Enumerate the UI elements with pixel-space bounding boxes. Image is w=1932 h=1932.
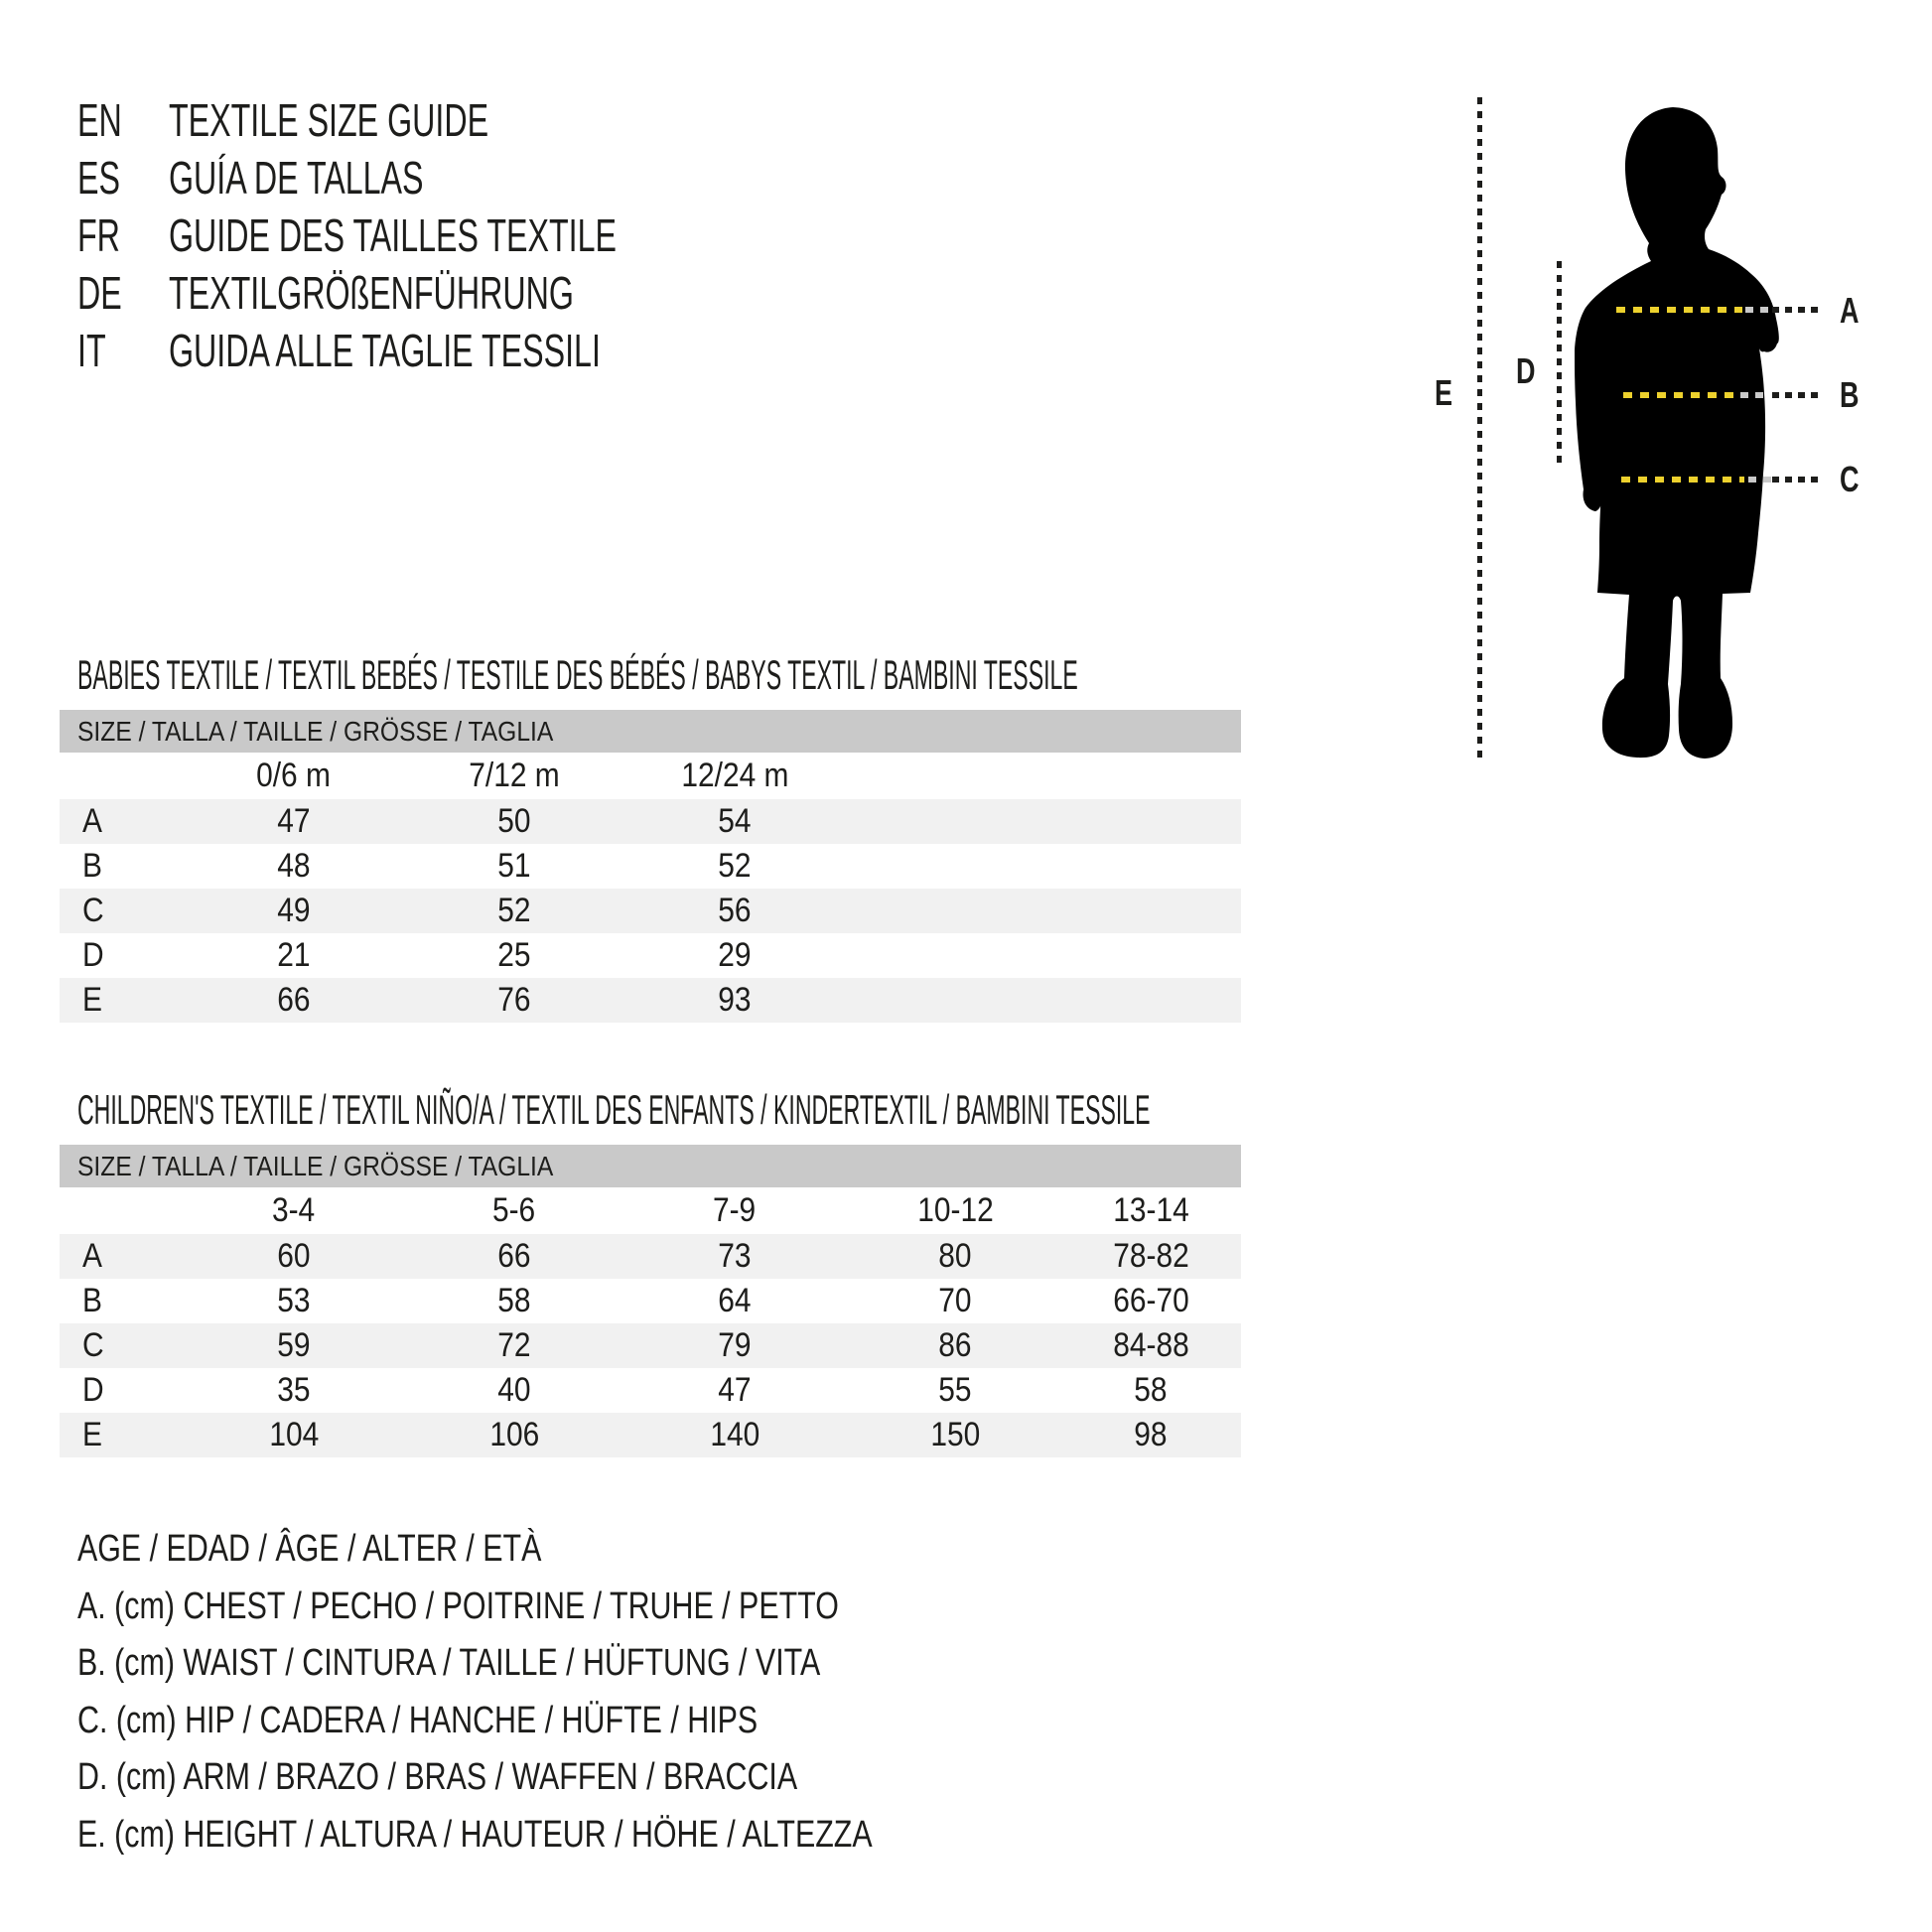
filler-cell xyxy=(1236,1368,1241,1413)
table-cell: 48 xyxy=(277,847,311,885)
table-cell: 51 xyxy=(497,847,531,885)
legend-line-arm: D. (cm) ARM / BRAZO / BRAS / WAFFEN / BRACCIA xyxy=(77,1756,798,1798)
chest-dash-fade xyxy=(1745,307,1769,313)
column-header: 3-4 xyxy=(272,1191,316,1229)
table-cell: 35 xyxy=(277,1371,311,1409)
column-header: 5-6 xyxy=(492,1191,536,1229)
table-row-E xyxy=(60,978,1241,1023)
table-cell: 54 xyxy=(718,802,752,840)
table-cell: 78-82 xyxy=(1112,1237,1189,1275)
label-arm-D: D xyxy=(1516,350,1536,391)
language-code: FR xyxy=(77,209,120,261)
child-silhouette xyxy=(1572,104,1785,764)
filler-cell xyxy=(1236,1234,1241,1279)
column-header: 7-9 xyxy=(713,1191,757,1229)
filler-cell xyxy=(845,844,1241,889)
children-section-heading: CHILDREN'S TEXTILE / TEXTIL NIÑO/A / TEXTIL DES ENFANTS / KINDERTEXTIL / BAMBINI TESSILE xyxy=(77,1086,1151,1133)
table-cell: 52 xyxy=(718,847,752,885)
table-cell: 29 xyxy=(718,936,752,974)
row-label: B xyxy=(82,1282,102,1319)
row-label: A xyxy=(82,802,102,840)
measurement-legend xyxy=(77,1521,1071,1863)
label-waist-B: B xyxy=(1840,374,1860,415)
language-code: IT xyxy=(77,325,106,376)
guide-title-it: GUIDA ALLE TAGLIE TESSILI xyxy=(169,325,601,376)
table-cell: 84-88 xyxy=(1112,1326,1189,1364)
filler-cell xyxy=(845,889,1241,933)
babies-section-heading: BABIES TEXTILE / TEXTIL BEBÉS / TESTILE DES BÉBÉS / BABYS TEXTIL / BAMBINI TESSILE xyxy=(77,651,1078,698)
hip-dash-fade xyxy=(1748,477,1772,483)
language-row-de xyxy=(77,264,808,322)
table-cell: 70 xyxy=(938,1282,972,1319)
table-cell: 79 xyxy=(718,1326,752,1364)
table-cell: 72 xyxy=(497,1326,531,1364)
table-cell: 47 xyxy=(277,802,311,840)
table-cell: 59 xyxy=(277,1326,311,1364)
table-row-C xyxy=(60,1323,1241,1368)
filler-cell xyxy=(845,978,1241,1023)
table-row-B xyxy=(60,844,1241,889)
column-header: 12/24 m xyxy=(680,757,789,794)
child-measurement-figure xyxy=(1430,69,1932,774)
table-row-A xyxy=(60,1234,1241,1279)
row-label: C xyxy=(82,892,104,929)
table-row-D xyxy=(60,1368,1241,1413)
table-cell: 66 xyxy=(277,981,311,1019)
table-cell: 50 xyxy=(497,802,531,840)
guide-title-es: GUÍA DE TALLAS xyxy=(169,152,424,204)
row-label: E xyxy=(82,1416,102,1453)
language-title-list xyxy=(77,91,808,379)
table-cell: 25 xyxy=(497,936,531,974)
corner-cell xyxy=(60,753,184,799)
children-column-headers xyxy=(60,1187,1241,1234)
children-size-header-bar: SIZE / TALLA / TAILLE / GRÖSSE / TAGLIA xyxy=(60,1145,1241,1187)
legend-line-chest: A. (cm) CHEST / PECHO / POITRINE / TRUHE / PETTO xyxy=(77,1585,839,1627)
legend-line-hip: C. (cm) HIP / CADERA / HANCHE / HÜFTE / HIPS xyxy=(77,1699,759,1741)
language-row-en xyxy=(77,91,808,149)
label-chest-A: A xyxy=(1840,290,1860,331)
language-row-fr xyxy=(77,207,808,264)
table-cell: 58 xyxy=(497,1282,531,1319)
guide-title-de: TEXTILGRÖßENFÜHRUNG xyxy=(169,267,574,319)
filler-cell xyxy=(1236,1187,1241,1234)
column-header: 0/6 m xyxy=(256,757,332,794)
table-cell: 98 xyxy=(1134,1416,1168,1453)
table-cell: 49 xyxy=(277,892,311,929)
column-header: 10-12 xyxy=(916,1191,994,1229)
waist-dash-black xyxy=(1772,392,1822,398)
label-hip-C: C xyxy=(1840,459,1860,499)
filler-cell xyxy=(845,933,1241,978)
table-row-D xyxy=(60,933,1241,978)
babies-size-table-section xyxy=(60,640,1241,1023)
chest-dash-yellow xyxy=(1616,307,1742,313)
corner-cell xyxy=(60,1187,184,1234)
arm-measure-line-D xyxy=(1557,261,1562,469)
height-measure-line-E xyxy=(1477,97,1482,764)
table-cell: 21 xyxy=(277,936,311,974)
table-cell: 58 xyxy=(1134,1371,1168,1409)
hip-dash-yellow xyxy=(1621,477,1744,483)
row-label: A xyxy=(82,1237,102,1275)
hip-dash-black xyxy=(1772,477,1822,483)
table-cell: 104 xyxy=(269,1416,319,1453)
waist-dash-yellow xyxy=(1623,392,1734,398)
chest-dash-black xyxy=(1772,307,1822,313)
language-code: EN xyxy=(77,94,122,146)
table-cell: 53 xyxy=(277,1282,311,1319)
table-cell: 56 xyxy=(718,892,752,929)
guide-title-fr: GUIDE DES TAILLES TEXTILE xyxy=(169,209,617,261)
table-row-C xyxy=(60,889,1241,933)
language-row-it xyxy=(77,322,808,379)
language-code: DE xyxy=(77,267,122,319)
row-label: C xyxy=(82,1326,104,1364)
table-cell: 66-70 xyxy=(1112,1282,1189,1319)
children-size-table-section xyxy=(60,1075,1241,1457)
row-label: D xyxy=(82,1371,104,1409)
filler-cell xyxy=(1236,1413,1241,1457)
row-label: B xyxy=(82,847,102,885)
row-label: E xyxy=(82,981,102,1019)
column-header: 13-14 xyxy=(1112,1191,1189,1229)
table-cell: 93 xyxy=(718,981,752,1019)
waist-dash-fade xyxy=(1740,392,1766,398)
table-cell: 40 xyxy=(497,1371,531,1409)
table-row-B xyxy=(60,1279,1241,1323)
waist-measure-line-B xyxy=(1623,392,1822,398)
table-cell: 76 xyxy=(497,981,531,1019)
label-height-E: E xyxy=(1435,372,1453,413)
filler-cell xyxy=(1236,1279,1241,1323)
hip-measure-line-C xyxy=(1621,477,1822,483)
filler-cell xyxy=(1236,1323,1241,1368)
table-cell: 86 xyxy=(938,1326,972,1364)
legend-line-waist: B. (cm) WAIST / CINTURA / TAILLE / HÜFTUNG / VITA xyxy=(77,1642,821,1684)
babies-column-headers xyxy=(60,753,1241,799)
table-cell: 80 xyxy=(938,1237,972,1275)
column-header: 7/12 m xyxy=(469,757,560,794)
table-cell: 66 xyxy=(497,1237,531,1275)
table-cell: 106 xyxy=(489,1416,539,1453)
babies-size-header-bar: SIZE / TALLA / TAILLE / GRÖSSE / TAGLIA xyxy=(60,710,1241,753)
guide-title-en: TEXTILE SIZE GUIDE xyxy=(169,94,489,146)
table-cell: 73 xyxy=(718,1237,752,1275)
language-code: ES xyxy=(77,152,120,204)
table-cell: 52 xyxy=(497,892,531,929)
filler-cell xyxy=(845,753,1241,799)
table-cell: 47 xyxy=(718,1371,752,1409)
language-row-es xyxy=(77,149,808,207)
table-cell: 55 xyxy=(938,1371,972,1409)
table-cell: 150 xyxy=(930,1416,980,1453)
table-cell: 64 xyxy=(718,1282,752,1319)
legend-line-age: AGE / EDAD / ÂGE / ALTER / ETÀ xyxy=(77,1528,542,1570)
table-row-A xyxy=(60,799,1241,844)
chest-measure-line-A xyxy=(1616,307,1822,313)
legend-line-height: E. (cm) HEIGHT / ALTURA / HAUTEUR / HÖHE / ALTEZZA xyxy=(77,1813,873,1856)
table-cell: 140 xyxy=(710,1416,759,1453)
table-row-E xyxy=(60,1413,1241,1457)
filler-cell xyxy=(845,799,1241,844)
row-label: D xyxy=(82,936,104,974)
table-cell: 60 xyxy=(277,1237,311,1275)
